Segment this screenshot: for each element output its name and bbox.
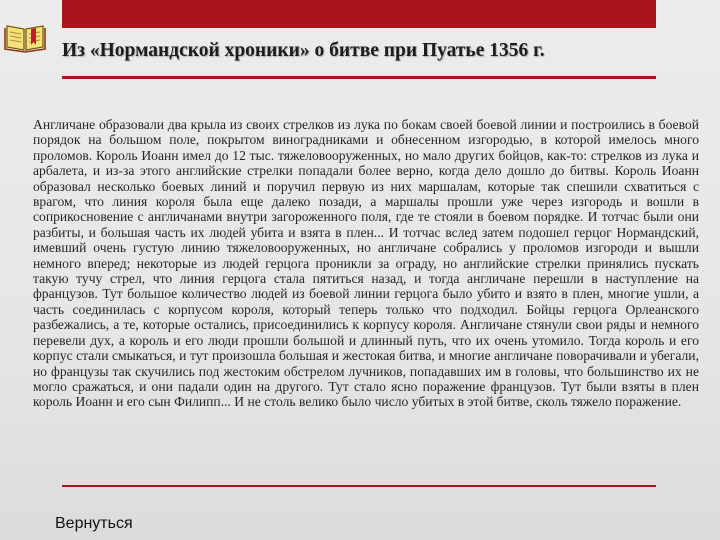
title-underline [62, 76, 656, 79]
top-accent-bar [62, 0, 656, 28]
bottom-divider [62, 485, 656, 487]
back-link[interactable]: Вернуться [55, 515, 133, 532]
chronicle-text: Англичане образовали два крыла из своих стрелков из лука по бокам своей боевой линии и построились в боевой порядок на большом поле, покрытом виноградниками и обнесенном изгородью, в которой имелось много проломов. Король Иоанн имел до 12 тыс. тяжеловооруженных, но мало других бойцов, как-то: стрелков из лука и арбалета, и из-за этого английские стрелки попадали более верно, когда дело дошло до битвы. Король Иоанн образовал несколько боевых линий и поручил первую из них маршалам, которые так спешили схватиться с врагом, что линия короля была еще далеко позади, а маршалы прошли уже через изгородь и вошли в соприкосновение с англичанами внутри загороженного поля, где те стояли в боевом порядке. И тотчас были они разбиты, и большая часть их людей убита и взята в плен... И тотчас вслед затем подошел герцог Нормандский, имевший очень густую линию тяжеловооруженных, но англичане собрались у проломов изгороди и вышли немного вперед; некоторые из людей герцога проникли за ограду, но английские стрелки принялись пускать такую тучу стрел, что линия герцога стала пятиться назад, и тогда англичане перешли в наступление на французов. Тут большое количество людей из боевой линии герцога было убито и взято в плен, многие ушли, а часть соединилась с корпусом короля, который теперь только что подходил. Бойцы герцога Орлеанского разбежались, а те, которые остались, присоединились к корпусу короля. Англичане стянули свои ряды и немного перевели дух, а король и его люди прошли большой и длинный путь, что их очень утомило. Тогда король и его корпус стали смыкаться, и тут произошла большая и жестокая битва, и многие англичане поворачивали и убегали, но французы так скучились под жестоким обстрелом лучников, попадавших им в головы, что большинство их не могло сражаться, и они падали один на другого. Тут стало ясно поражение французов. Тут были взяты в плен король Иоанн и его сын Филипп... И не столь велико было число убитых в этой битве, сколь тяжело поражение. [33, 117, 699, 410]
slide-title: Из «Нормандской хроники» о битве при Пуатье 1356 г. [62, 40, 545, 61]
open-book-icon [4, 18, 46, 54]
